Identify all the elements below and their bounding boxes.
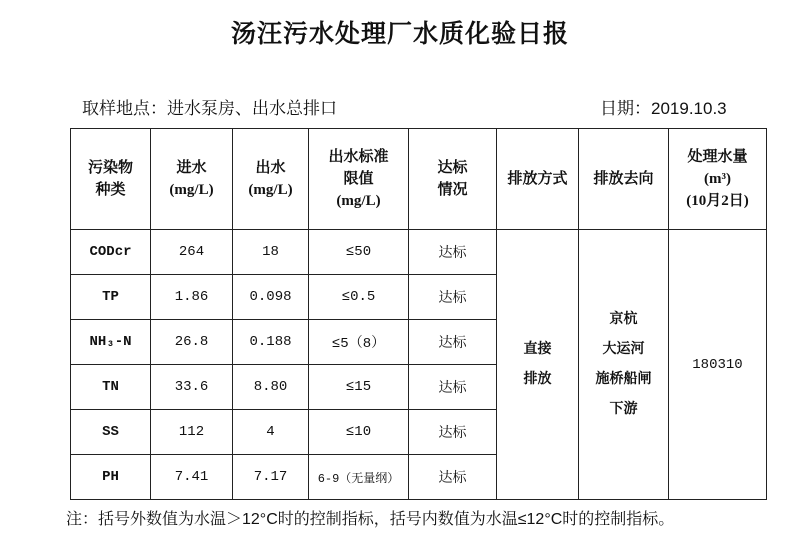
limit-value: 6-9（无量纲） xyxy=(309,455,409,500)
compliance-status: 达标 xyxy=(409,320,497,365)
outflow-value: 0.188 xyxy=(233,320,309,365)
inflow-value: 7.41 xyxy=(151,455,233,500)
limit-value: ≤15 xyxy=(309,365,409,410)
inflow-value: 112 xyxy=(151,410,233,455)
compliance-status: 达标 xyxy=(409,275,497,320)
pollutant-name: TP xyxy=(71,275,151,320)
header-discharge-method: 排放方式 xyxy=(497,129,579,230)
limit-value: ≤0.5 xyxy=(309,275,409,320)
footnote: 注：括号外数值为水温＞12°C时的控制指标，括号内数值为水温≤12°C时的控制指标。 xyxy=(66,511,675,528)
discharge-destination-cell: 京杭 大运河 施桥船闸 下游 xyxy=(579,230,669,500)
header-discharge-destination: 排放去向 xyxy=(579,129,669,230)
pollutant-name: NH₃-N xyxy=(71,320,151,365)
pollutant-name: TN xyxy=(71,365,151,410)
header-volume: 处理水量 (m³) (10月2日) xyxy=(669,129,767,230)
compliance-status: 达标 xyxy=(409,455,497,500)
pollutant-name: SS xyxy=(71,410,151,455)
outflow-value: 18 xyxy=(233,230,309,275)
pollutant-name: PH xyxy=(71,455,151,500)
header-row xyxy=(71,129,767,230)
header-outflow: 出水 (mg/L) xyxy=(233,129,309,230)
header-inflow: 进水 (mg/L) xyxy=(151,129,233,230)
limit-value: ≤5（8） xyxy=(309,320,409,365)
sampling-location: 取样地点：进水泵房、出水总排口 xyxy=(82,99,337,118)
report-title: 汤汪污水处理厂水质化验日报 xyxy=(230,20,569,48)
inflow-value: 1.86 xyxy=(151,275,233,320)
outflow-value: 8.80 xyxy=(233,365,309,410)
treated-volume-value: 180310 xyxy=(669,230,767,500)
outflow-value: 7.17 xyxy=(233,455,309,500)
compliance-status: 达标 xyxy=(409,365,497,410)
water-quality-table xyxy=(70,128,767,500)
compliance-status: 达标 xyxy=(409,410,497,455)
header-compliance: 达标 情况 xyxy=(409,129,497,230)
header-limit: 出水标准 限值 (mg/L) xyxy=(309,129,409,230)
inflow-value: 264 xyxy=(151,230,233,275)
limit-value: ≤50 xyxy=(309,230,409,275)
compliance-status: 达标 xyxy=(409,230,497,275)
inflow-value: 33.6 xyxy=(151,365,233,410)
inflow-value: 26.8 xyxy=(151,320,233,365)
pollutant-name: CODcr xyxy=(71,230,151,275)
table-row xyxy=(71,230,767,275)
outflow-value: 0.098 xyxy=(233,275,309,320)
outflow-value: 4 xyxy=(233,410,309,455)
limit-value: ≤10 xyxy=(309,410,409,455)
report-date: 日期：2019.10.3 xyxy=(600,99,727,118)
header-pollutant: 污染物 种类 xyxy=(71,129,151,230)
discharge-method-cell: 直接 排放 xyxy=(497,230,579,500)
